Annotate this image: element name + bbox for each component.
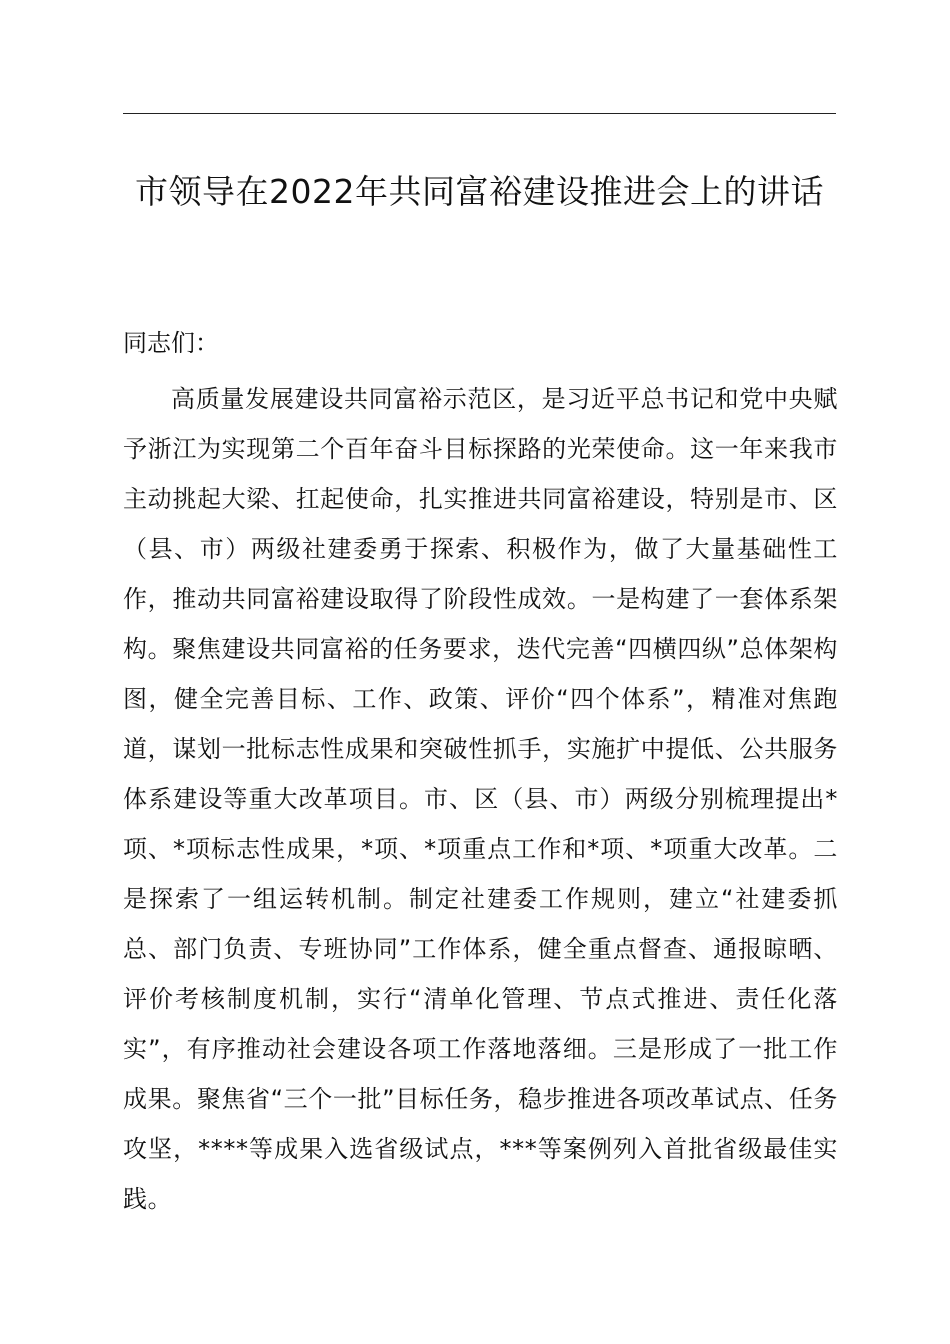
header-rule: [123, 113, 836, 114]
body-paragraph: 高质量发展建设共同富裕示范区，是习近平总书记和党中央赋予浙江为实现第二个百年奋斗目标探路的光荣使命。这一年来我市主动挑起大梁、扛起使命，扎实推进共同富裕建设，特别是市、区（县、市）两级社建委勇于探索、积极作为，做了大量基础性工作，推动共同富裕建设取得了阶段性成效。一是构建了一套体系架构。聚焦建设共同富裕的任务要求，迭代完善“四横四纵”总体架构图，健全完善目标、工作、政策、评价“四个体系”，精准对焦跑道，谋划一批标志性成果和突破性抓手，实施扩中提低、公共服务体系建设等重大改革项目。市、区（县、市）两级分别梳理提出*项、*项标志性成果，*项、*项重点工作和*项、*项重大改革。二是探索了一组运转机制。制定社建委工作规则，建立“社建委抓总、部门负责、专班协同”工作体系，健全重点督查、通报晾晒、评价考核制度机制，实行“清单化管理、节点式推进、责任化落实”，有序推动社会建设各项工作落地落细。三是形成了一批工作成果。聚焦省“三个一批”目标任务，稳步推进各项改革试点、任务攻坚，****等成果入选省级试点，***等案例列入首批省级最佳实践。: [123, 385, 838, 1213]
document-title: 市领导在2022年共同富裕建设推进会上的讲话: [135, 172, 824, 211]
salutation: 同志们：: [123, 329, 219, 357]
